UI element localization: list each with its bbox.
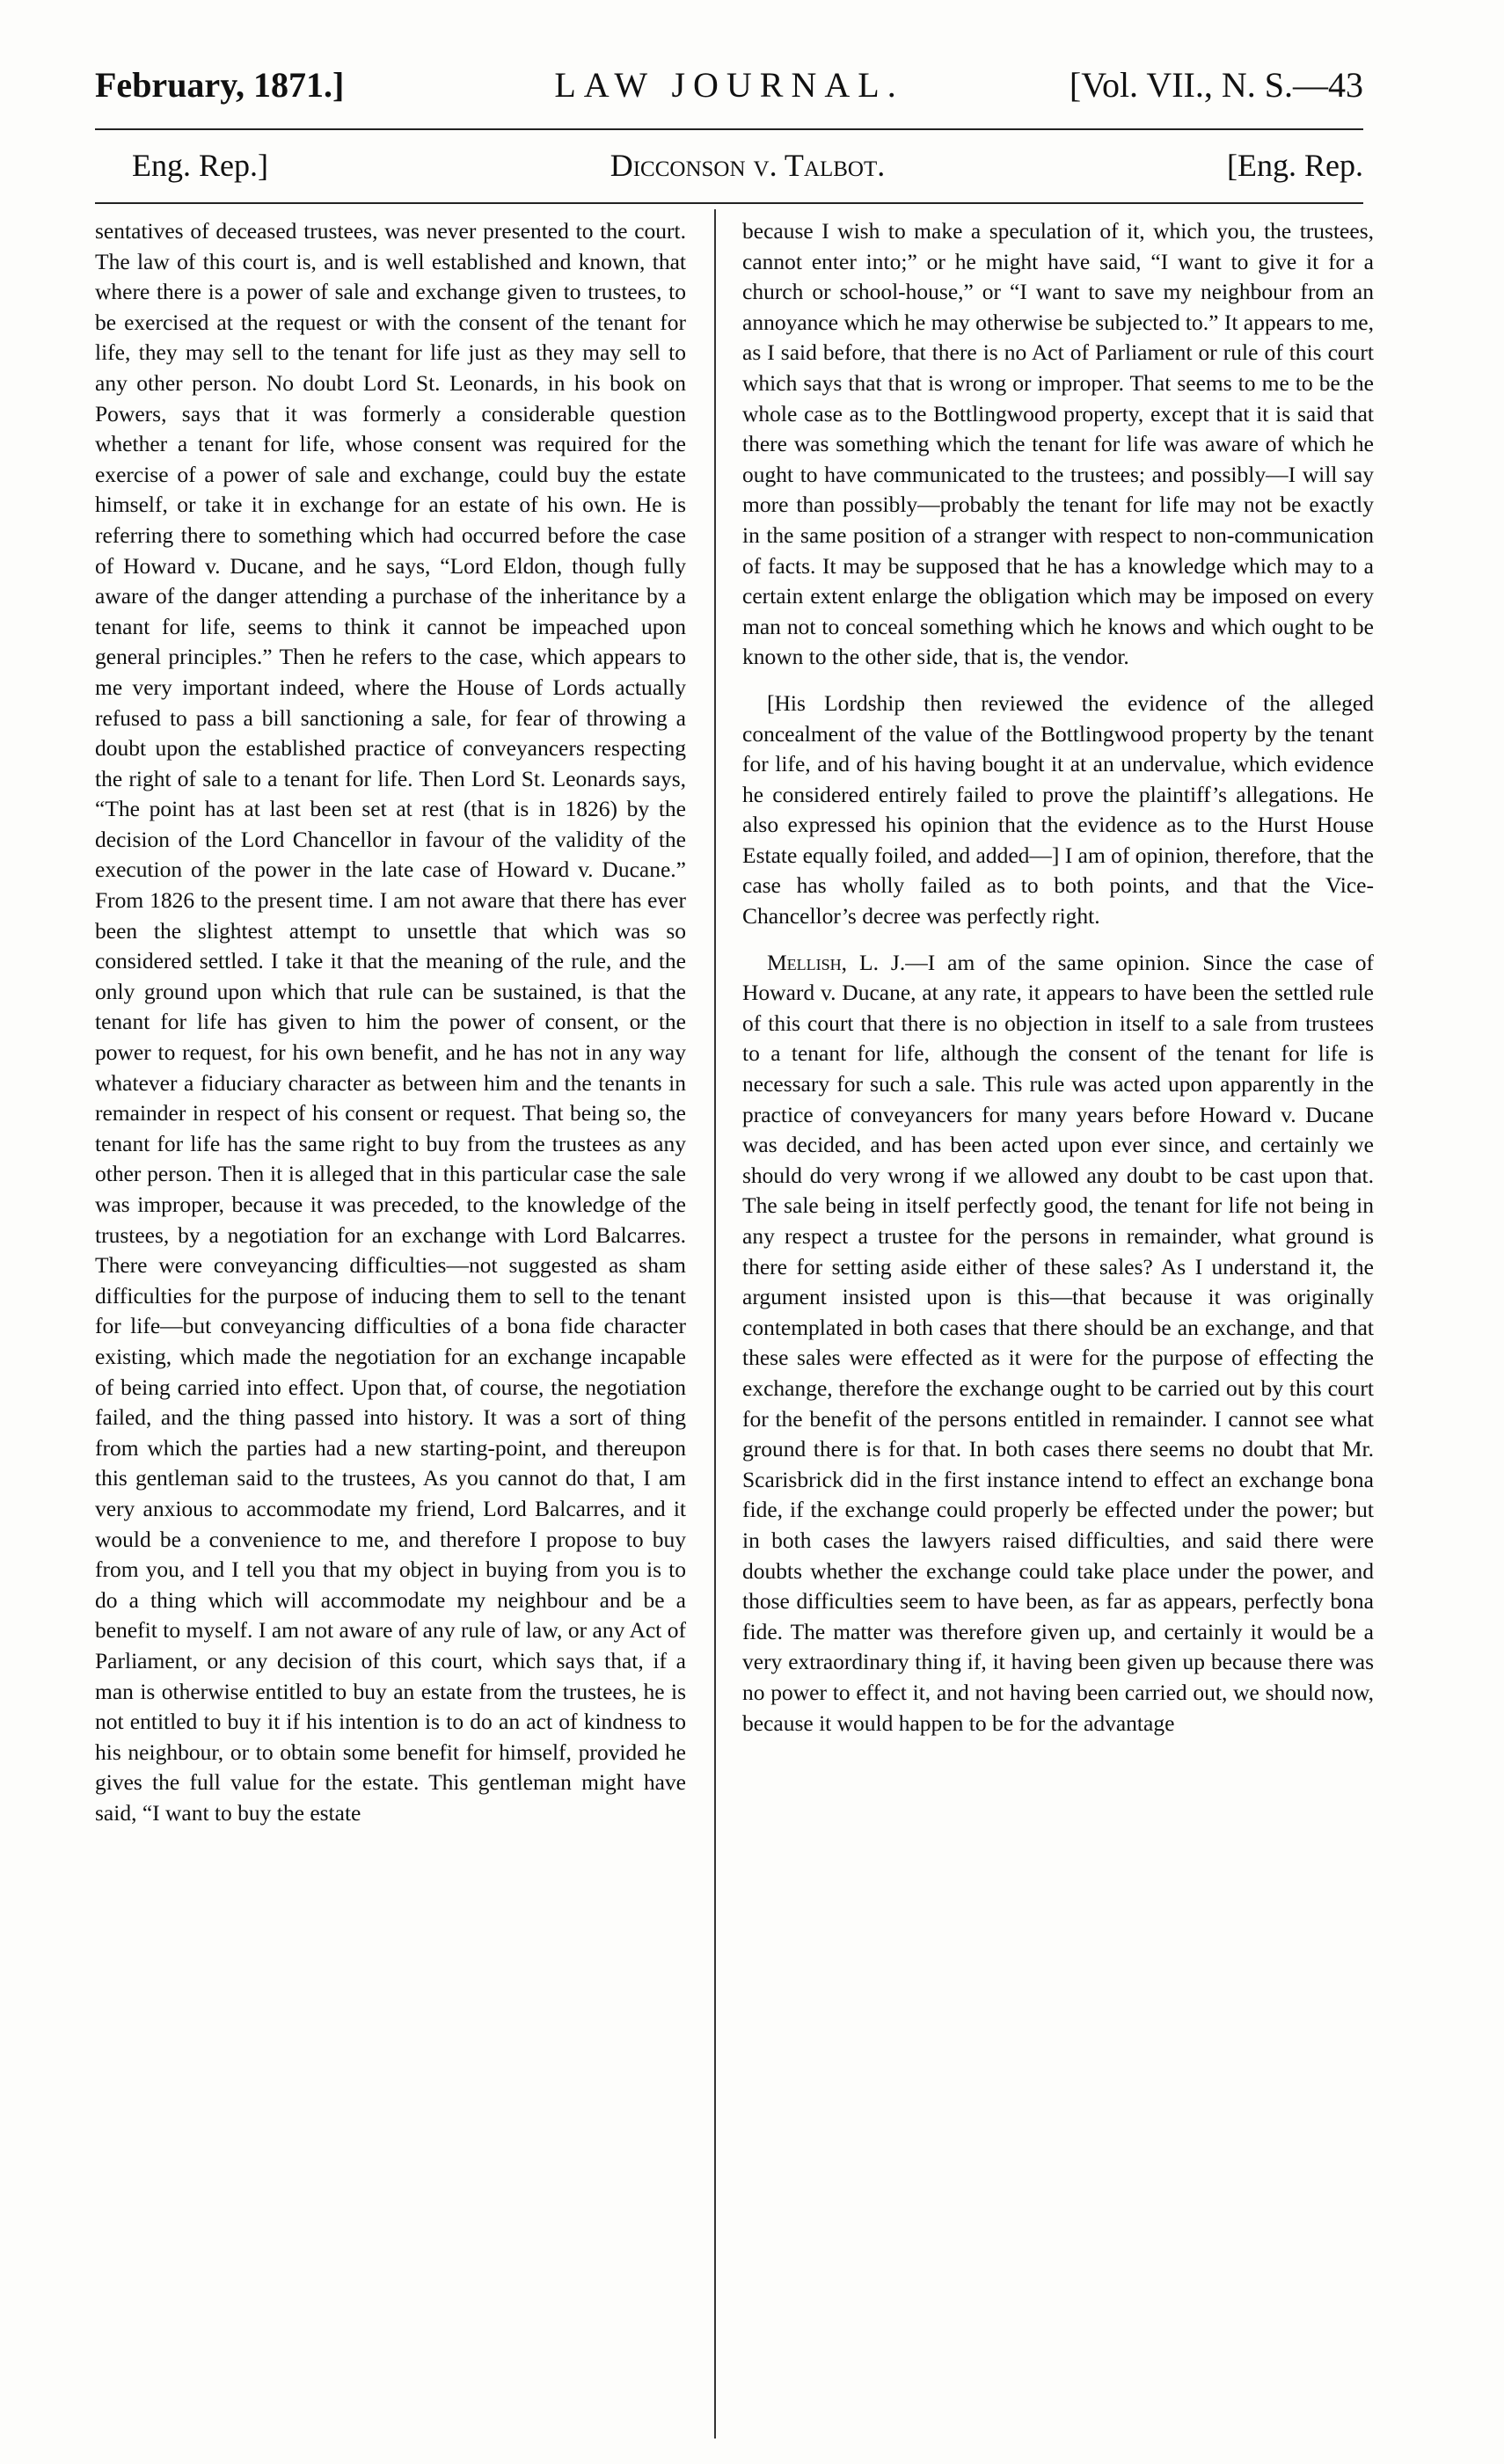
speaker-name: Mellish, L. J. <box>767 949 906 975</box>
running-head <box>132 139 1363 192</box>
right-paragraph-3 <box>742 948 1374 1739</box>
left-paragraph-1: sentatives of deceased trustees, was never presented to the court. The law of this court is, and is well established and known, that where there is a power of sale and exchange given to trustees, to be exercised at the request or with the consent of the tenant for life, they may sell to the tenant for life just as they may sell to any other person. No doubt Lord St. Leonards, in his book on Powers, says that it was formerly a considerable question whether a tenant for life, whose consent was required for the exercise of a power of sale and exchange, could buy the estate himself, or take it in exchange for an estate of his own. He is referring there to something which had occurred before the case of Howard v. Ducane, and he says, “Lord Eldon, though fully aware of the danger attending a purchase of the inheritance by a tenant for life, seems to think it cannot be impeached upon general principles.” Then he refers to the case, which appears to me very important indeed, where the House of Lords actually refused to pass a bill sanctioning a sale, for fear of throwing a doubt upon the established practice of conveyancers respecting the right of sale to a tenant for life. Then Lord St. Leonards says, “The point has at last been set at rest (that is in 1826) by the decision of the Lord Chancellor in favour of the validity of the execution of the power in the late case of Howard v. Ducane.” From 1826 to the present time. I am not aware that there has ever been the slightest attempt to unsettle that which was so considered settled. I take it that the meaning of the rule, and the only ground upon which that rule can be sustained, is that the tenant for life has given to him the power of consent, or the power to request, for his own benefit, and he has not in any way whatever a fiduciary character as between him and the tenants in remainder in respect of his consent or request. That being so, the tenant for life has the same right to buy from the trustees as any other person. Then it is alleged that in this particular case the sale was improper, because it was preceded, to the knowledge of the trustees, by a negotiation for an exchange with Lord Balcarres. There were conveyancing difficulties—not suggested as sham difficulties for the purpose of inducing them to sell to the tenant for life—but conveyancing difficulties of a bona fide character existing, which made the negotiation for an exchange incapable of being carried into effect. Upon that, of course, the negotiation failed, and the thing passed into history. It was a sort of thing from which the parties had a new starting-point, and thereupon this gentleman said to the trustees, As you cannot do that, I am very anxious to accommodate my friend, Lord Balcarres, and it would be a convenience to me, and therefore I propose to buy from you, and I tell you that my object in buying from you is to do a thing which will accommodate my neighbour and be a benefit to myself. I am not aware of any rule of law, or any Act of Parliament, or any decision of this court, which says that, if a man is otherwise entitled to buy an estate from the trustees, he is not entitled to buy it if his intention is to do an act of kindness to his neighbour, or to obtain some benefit for himself, provided he gives the full value for the estate. This gentleman might have said, “I want to buy the estate <box>95 218 686 1826</box>
left-column <box>95 216 686 2424</box>
column-divider <box>714 209 716 2438</box>
issue-date: February, 1871.] <box>95 65 345 105</box>
right-column <box>742 216 1374 2424</box>
right-paragraph-1: because I wish to make a speculation of it, which you, the trustees, cannot enter into;” or he might have said, “I want to give it for a church or school-house,” or “I want to save my neighbour from an annoyance which he may otherwise be subjected to.” It appears to me, as I said before, that there is no Act of Parliament or rule of this court which says that that is wrong or improper. That seems to me to be the whole case as to the Bottlingwood property, except that it is said that there was something which the tenant for life was aware of which he ought to have communicated to the trustees; and possibly—I will say more than possibly—probably the tenant for life may not be exactly in the same position of a stranger with respect to non-communication of facts. It may be supposed that he has a knowledge which may to a certain extent enlarge the obligation which may be imposed on every man not to conceal something which he knows and which ought to be known to the other side, that is, the vendor. <box>742 218 1374 670</box>
volume-page: [Vol. VII., N. S.—43 <box>1069 65 1363 105</box>
right-paragraph-2: [His Lordship then reviewed the evidence of the alleged concealment of the value of the Bottlingwood property by the tenant for life, and of his having bought it at an undervalue, which evidence he considered entirely failed to prove the plaintiff’s allegations. He also expressed his opinion that the evidence as to the Hurst House Estate equally foiled, and added—] I am of opinion, therefore, that the case has wholly failed as to both points, and that the Vice-Chancellor’s decree was perfectly right. <box>742 689 1374 929</box>
right-paragraph-3-text: —I am of the same opinion. Since the case of Howard v. Ducane, at any rate, it appears to have been the settled rule of this court that there is no objection in itself to a sale from trustees to a tenant for life, although the consent of the tenant for life is necessary for such a sale. This rule was acted upon apparently in the practice of conveyancers for many years before Howard v. Ducane was decided, and has been acted upon ever since, and certainly we should do very wrong if we allowed any doubt to be cast upon that. The sale being in itself perfectly good, the tenant for life not being in any respect a trustee for the persons in remainder, what ground is there for setting aside either of these sales? As I understand it, the argument insisted upon is this—that because it was originally contemplated in both cases that there should be an exchange, and that these sales were effected as it were for the purpose of effecting the exchange, therefore the exchange ought to be carried out by this court for the benefit of the persons entitled in remainder. I cannot see what ground there is for that. In both cases there seems no doubt that Mr. Scarisbrick did in the first instance intend to effect an exchange bona fide, if the exchange could properly be effected under the power; but in both cases the lawyers raised difficulties, and said there were doubts whether the exchange could take place under the power, and those difficulties seem to have been, as far as appears, perfectly bona fide. The matter was therefore given up, and certainly it would be a very extraordinary thing if, it having been given up because there was no power to effect it, and not having been carried out, we should now, because it would happen to be for the advantage <box>742 949 1374 1736</box>
masthead-rule <box>95 128 1363 130</box>
masthead <box>95 55 1363 116</box>
running-head-left: Eng. Rep.] <box>132 148 268 183</box>
running-head-right: [Eng. Rep. <box>1227 148 1363 183</box>
running-head-rule <box>95 202 1363 204</box>
case-title: Dicconson v. Talbot. <box>610 148 886 183</box>
journal-title: LAW JOURNAL. <box>554 65 904 105</box>
